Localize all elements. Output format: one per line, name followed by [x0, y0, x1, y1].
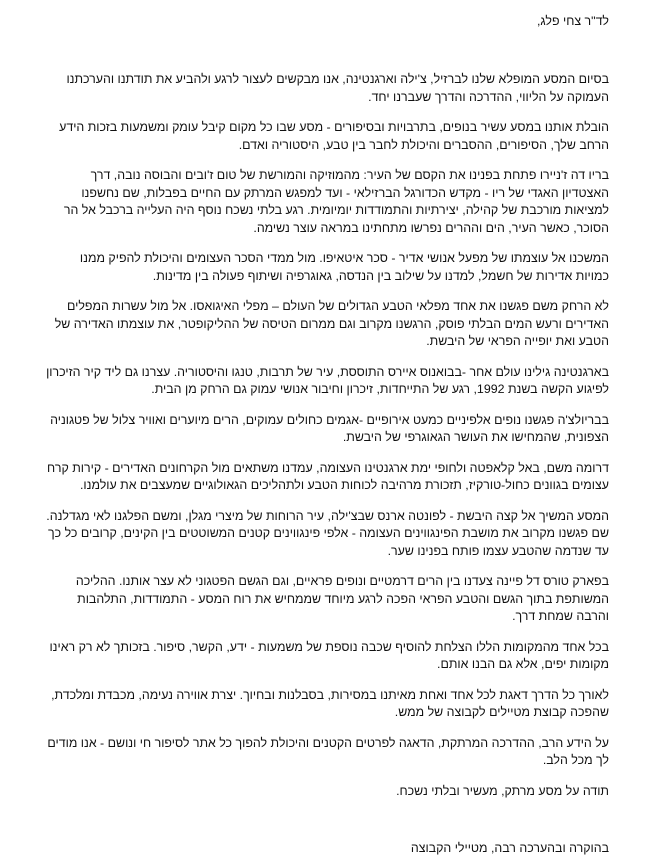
letter-paragraph: המשכנו אל עוצמתו של מפעל אנושי אדיר - סכר איטאיפו. מול ממדי הסכר העצומים והיכולת להפיק ממנו כמויות אדירות של חשמל, למדנו על שילוב בין הנדסה, גאוגרפיה ושיתוף פעולה בין מדינות.: [79, 251, 609, 283]
letter-paragraph: המסע המשיך אל קצה היבשת - לפונטה ארנס שבצ'ילה, עיר הרוחות של מיצרי מגלן, ומשם הפלגנו לאי מגדלנה. שם פגשנו מקרוב את מושבת הפינגווינים העצומה - אלפי פינגווינים קטנים המשוטטים בין הקינים, קרובים כל כך עד שנדמה שהטבע עצמו פותח בפנינו שער.: [46, 508, 609, 558]
letter-paragraph: דרומה משם, באל קלאפטה ולחופי ימת ארגנטינו העצומה, עמדנו משתאים מול הקרחונים האדירים - קירות קרח עצומים בגוונים כחול-טורקיז, תזכורת מרהיבה לכוחות הטבע ולתהליכים הגאולוגיים שמעצבים את עולמנו.: [47, 460, 609, 492]
letter-paragraph: לא הרחק משם פגשנו את אחד מפלאי הטבע הגדולים של העולם – מפלי האיגואסו. אל מול עשרות המפלים האדירים ורעש המים הבלתי פוסק, הרגשנו מקרוב וגם ממרום הטיסה של ההליקופטר, את עוצמתו האדירה של הטבע ואת יופייה הפראי של היבשת.: [54, 299, 609, 348]
letter-paragraph: בכל אחד מהמקומות הללו הצלחת להוסיף שכבה נוספת של משמעות - ידע, הקשר, סיפור. בזכותך לא רק ראינו מקומות יפים, אלא גם הבנו אותם.: [49, 639, 609, 671]
letter-paragraph: לאורך כל הדרך דאגת לכל אחד ואחת מאיתנו במסירות, בסבלנות ובחיוך. יצרת אווירה נעימה, מכבדת ומלכדת, שהפכה קבוצת מטיילים לקבוצה של ממש.: [51, 687, 609, 719]
letter-paragraph: בארגנטינה גילינו עולם אחר -בבואנוס איירס התוססת, עיר של תרבות, טנגו והיסטוריה. עצרנו גם ליד קיר הזיכרון לפיגוע הקשה בשנת 1992, רגע של התייחדות, זיכרון וחיבור אנושי עמוק גם הרחק מן הבית.: [46, 364, 609, 396]
letter-signature: בהוקרה ובהערכה רבה, מטיילי הקבוצה: [410, 841, 609, 855]
letter-paragraph: הובלת אותנו במסע עשיר בנופים, בתרבויות ובסיפורים - מסע שבו כל מקום קיבל עומק ומשמעות בזכות הידע הרחב שלך, הסיפורים, ההסברים והיכולת לחבר בין טבע, היסטוריה ואדם.: [59, 120, 609, 152]
letter-salutation: לד"ר צחי פלג,: [536, 14, 609, 28]
letter-paragraph: בריו דה ז'ניירו פתחת בפנינו את הקסם של העיר: מהמוזיקה והמורשת של טום ז'ובים והבוסה נובה, דרך האצטדיון האגדי של ריו - מקדש הכדורגל הברזילאי - ועד למפגש המרתק עם החיים בפבלות, שם נחשפנו למציאות מורכבת של קהילה, יצירתיות והתמודדות יומיומית. רגע בלתי נשכח נוסף היה העלייה ברכבל אל הר הסוכר, כאשר העיר, הים וההרים נפרשו מתחתינו במראה עוצר נשימה.: [63, 168, 609, 235]
letter-paragraph: על הידע הרב, ההדרכה המרתקת, הדאגה לפרטים הקטנים והיכולת להפוך כל אתר לסיפור חי ונושם - אנו מודים לך מכל הלב.: [47, 735, 609, 767]
letter-paragraph: בסיום המסע המופלא שלנו לברזיל, צ'ילה וארגנטינה, אנו מבקשים לעצור לרגע ולהביע את תודתנו והערכתנו העמוקה על הליווי, ההדרכה והדרך שעברנו יחד.: [66, 72, 609, 104]
letter-paragraph: בבריולצ'ה פגשנו נופים אלפיניים כמעט אירופיים -אגמים כחולים עמוקים, הרים מיוערים ואוויר צלול של פטגוניה הצפונית, שהמחישו את העושר הגאוגרפי של היבשת.: [50, 412, 609, 444]
letter-paragraph: בפארק טורס דל פיינה צעדנו בין הרים דרמטיים ונופים פראיים, וגם הגשם הפטגוני לא עצר אותנו. ההליכה המשותפת בתוך הגשם והטבע הפראי הפכה לרגע מיוחד שממחיש את רוח המסע - התמודדות, התלהבות והרבה שמחת דרך.: [75, 574, 609, 623]
letter-paragraph: תודה על מסע מרתק, מעשיר ובלתי נשכח.: [396, 783, 609, 798]
